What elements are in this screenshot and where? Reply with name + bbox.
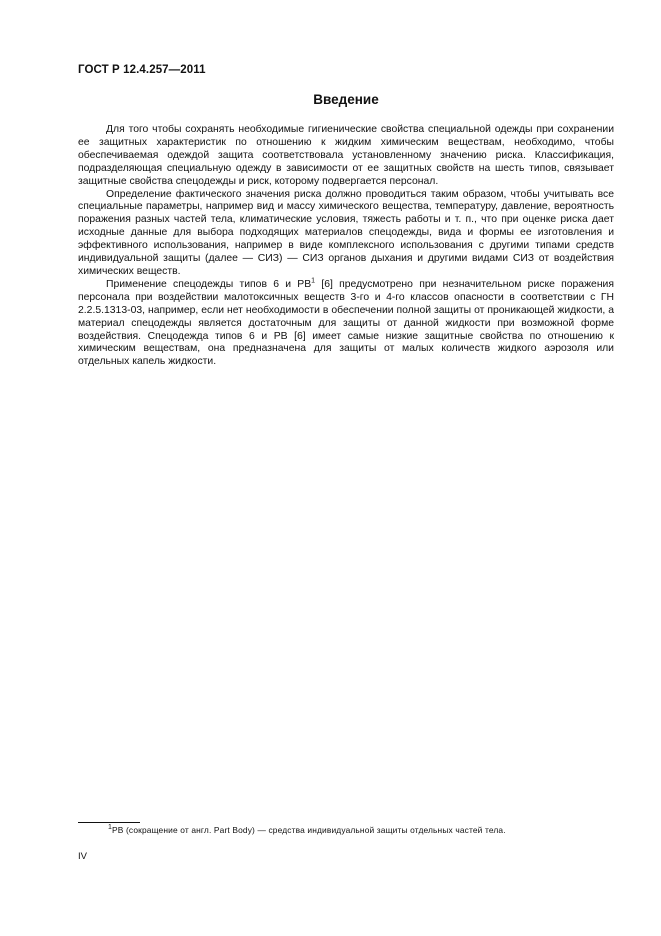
footnote <box>108 825 614 836</box>
paragraph-1: Для того чтобы сохранять необходимые гигиенические свойства специальной одежды при сохранении ее защитных характеристик по отношению к жидким химическим веществам, необходимо, чтобы обеспечиваемая одеждой защита соответствовала установленному значению риска. Классификация, подразделяющая специальную одежду в зависимости от ее защитных свойств на шесть типов, связывает защитные свойства спецодежды и риск, которому подвергается персонал. <box>78 124 614 187</box>
section-title: Введение <box>313 92 379 107</box>
footnote-marker: 1 <box>108 824 113 832</box>
footnote-text: PB (сокращение от англ. Part Body) — средства индивидуальной защиты отдельных частей тела. <box>112 825 506 835</box>
standard-id: ГОСТ Р 12.4.257—2011 <box>78 64 206 76</box>
footnote-reference: 1 <box>311 277 316 285</box>
paragraph-3-start: Применение спецодежды типов 6 и PB <box>106 278 312 290</box>
paragraph-3-rest: [6] предусмотрено при незначительном риске поражения персонала при воздействии малотоксичных веществ 3-го и 4-го классов опасности в соответствии с ГН 2.2.5.1313-03, например, если нет необходимости в обеспечении полной защиты от проникающей жидкости, а материал спецодежды является достаточным для защиты от данной жидкости при возможной форме воздействия. Спецодежда типов 6 и PB [6] имеет самые низкие защитные свойства по отношению к химическим веществам, она предназначена для защиты от малых количеств жидкого аэрозоля или отдельных капель жидкости. <box>78 278 614 368</box>
paragraph-2: Определение фактического значения риска должно проводиться таким образом, чтобы учитывать все специальные параметры, например вид и массу химического вещества, температуру, давление, вероятность поражения разных частей тела, климатические условия, тяжесть работы и т. п., что при оценке риска дает исходные данные для выбора подходящих материалов спецодежды, вида и формы ее изготовления и эффективного использования, например в виде комплексного использования с другими типами средств индивидуальной защиты (далее — СИЗ) — СИЗ органов дыхания и другими видами СИЗ от воздействия химических веществ. <box>78 188 614 277</box>
body-text <box>78 124 614 369</box>
paragraph-3 <box>78 279 614 369</box>
page-number: IV <box>78 851 87 862</box>
footnote-divider <box>78 822 140 823</box>
